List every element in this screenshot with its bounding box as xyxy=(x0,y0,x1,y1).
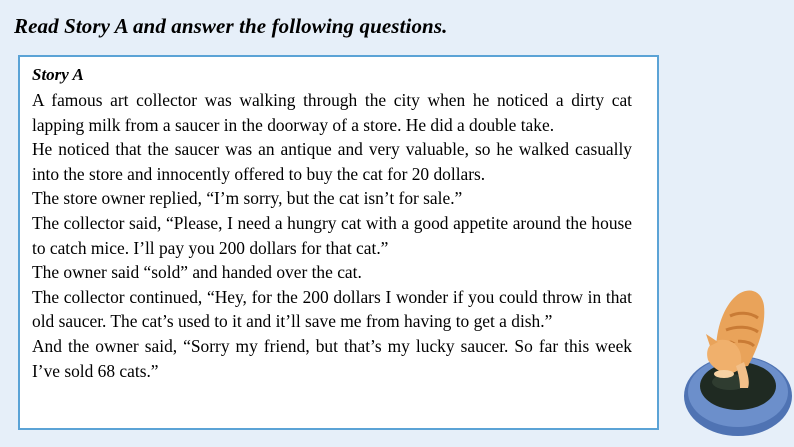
story-text xyxy=(32,88,632,383)
story-paragraph: The store owner replied, “I’m sorry, but the cat isn’t for sale.” xyxy=(32,188,463,209)
story-paragraph: He noticed that the saucer was an antique and very valuable, so he walked casually into the store and innocently offered to buy the cat for 20 dollars. xyxy=(32,139,632,184)
page-heading: Read Story A and answer the following questions. xyxy=(14,14,448,38)
story-paragraph: The collector said, “Please, I need a hungry cat with a good appetite around the house to catch mice. I’ll pay you 200 dollars for that cat.” xyxy=(32,212,632,258)
story-paragraph: A famous art collector was walking through the city when he noticed a dirty cat lapping milk from a saucer in the doorway of a store. He did a double take. xyxy=(32,90,632,135)
story-paragraph: And the owner said, “Sorry my friend, but that’s my lucky saucer. So far this week I’ve sold 68 cats.” xyxy=(32,335,632,381)
story-box xyxy=(18,55,659,430)
story-paragraph: The owner said “sold” and handed over the cat. xyxy=(32,262,362,283)
cat-drinking-bowl-illustration xyxy=(678,282,794,442)
story-title: Story A xyxy=(32,65,84,84)
story-paragraph: The collector continued, “Hey, for the 200 dollars I wonder if you could throw in that old saucer. The cat’s used to it and it’ll save me from having to get a dish.” xyxy=(32,286,632,332)
